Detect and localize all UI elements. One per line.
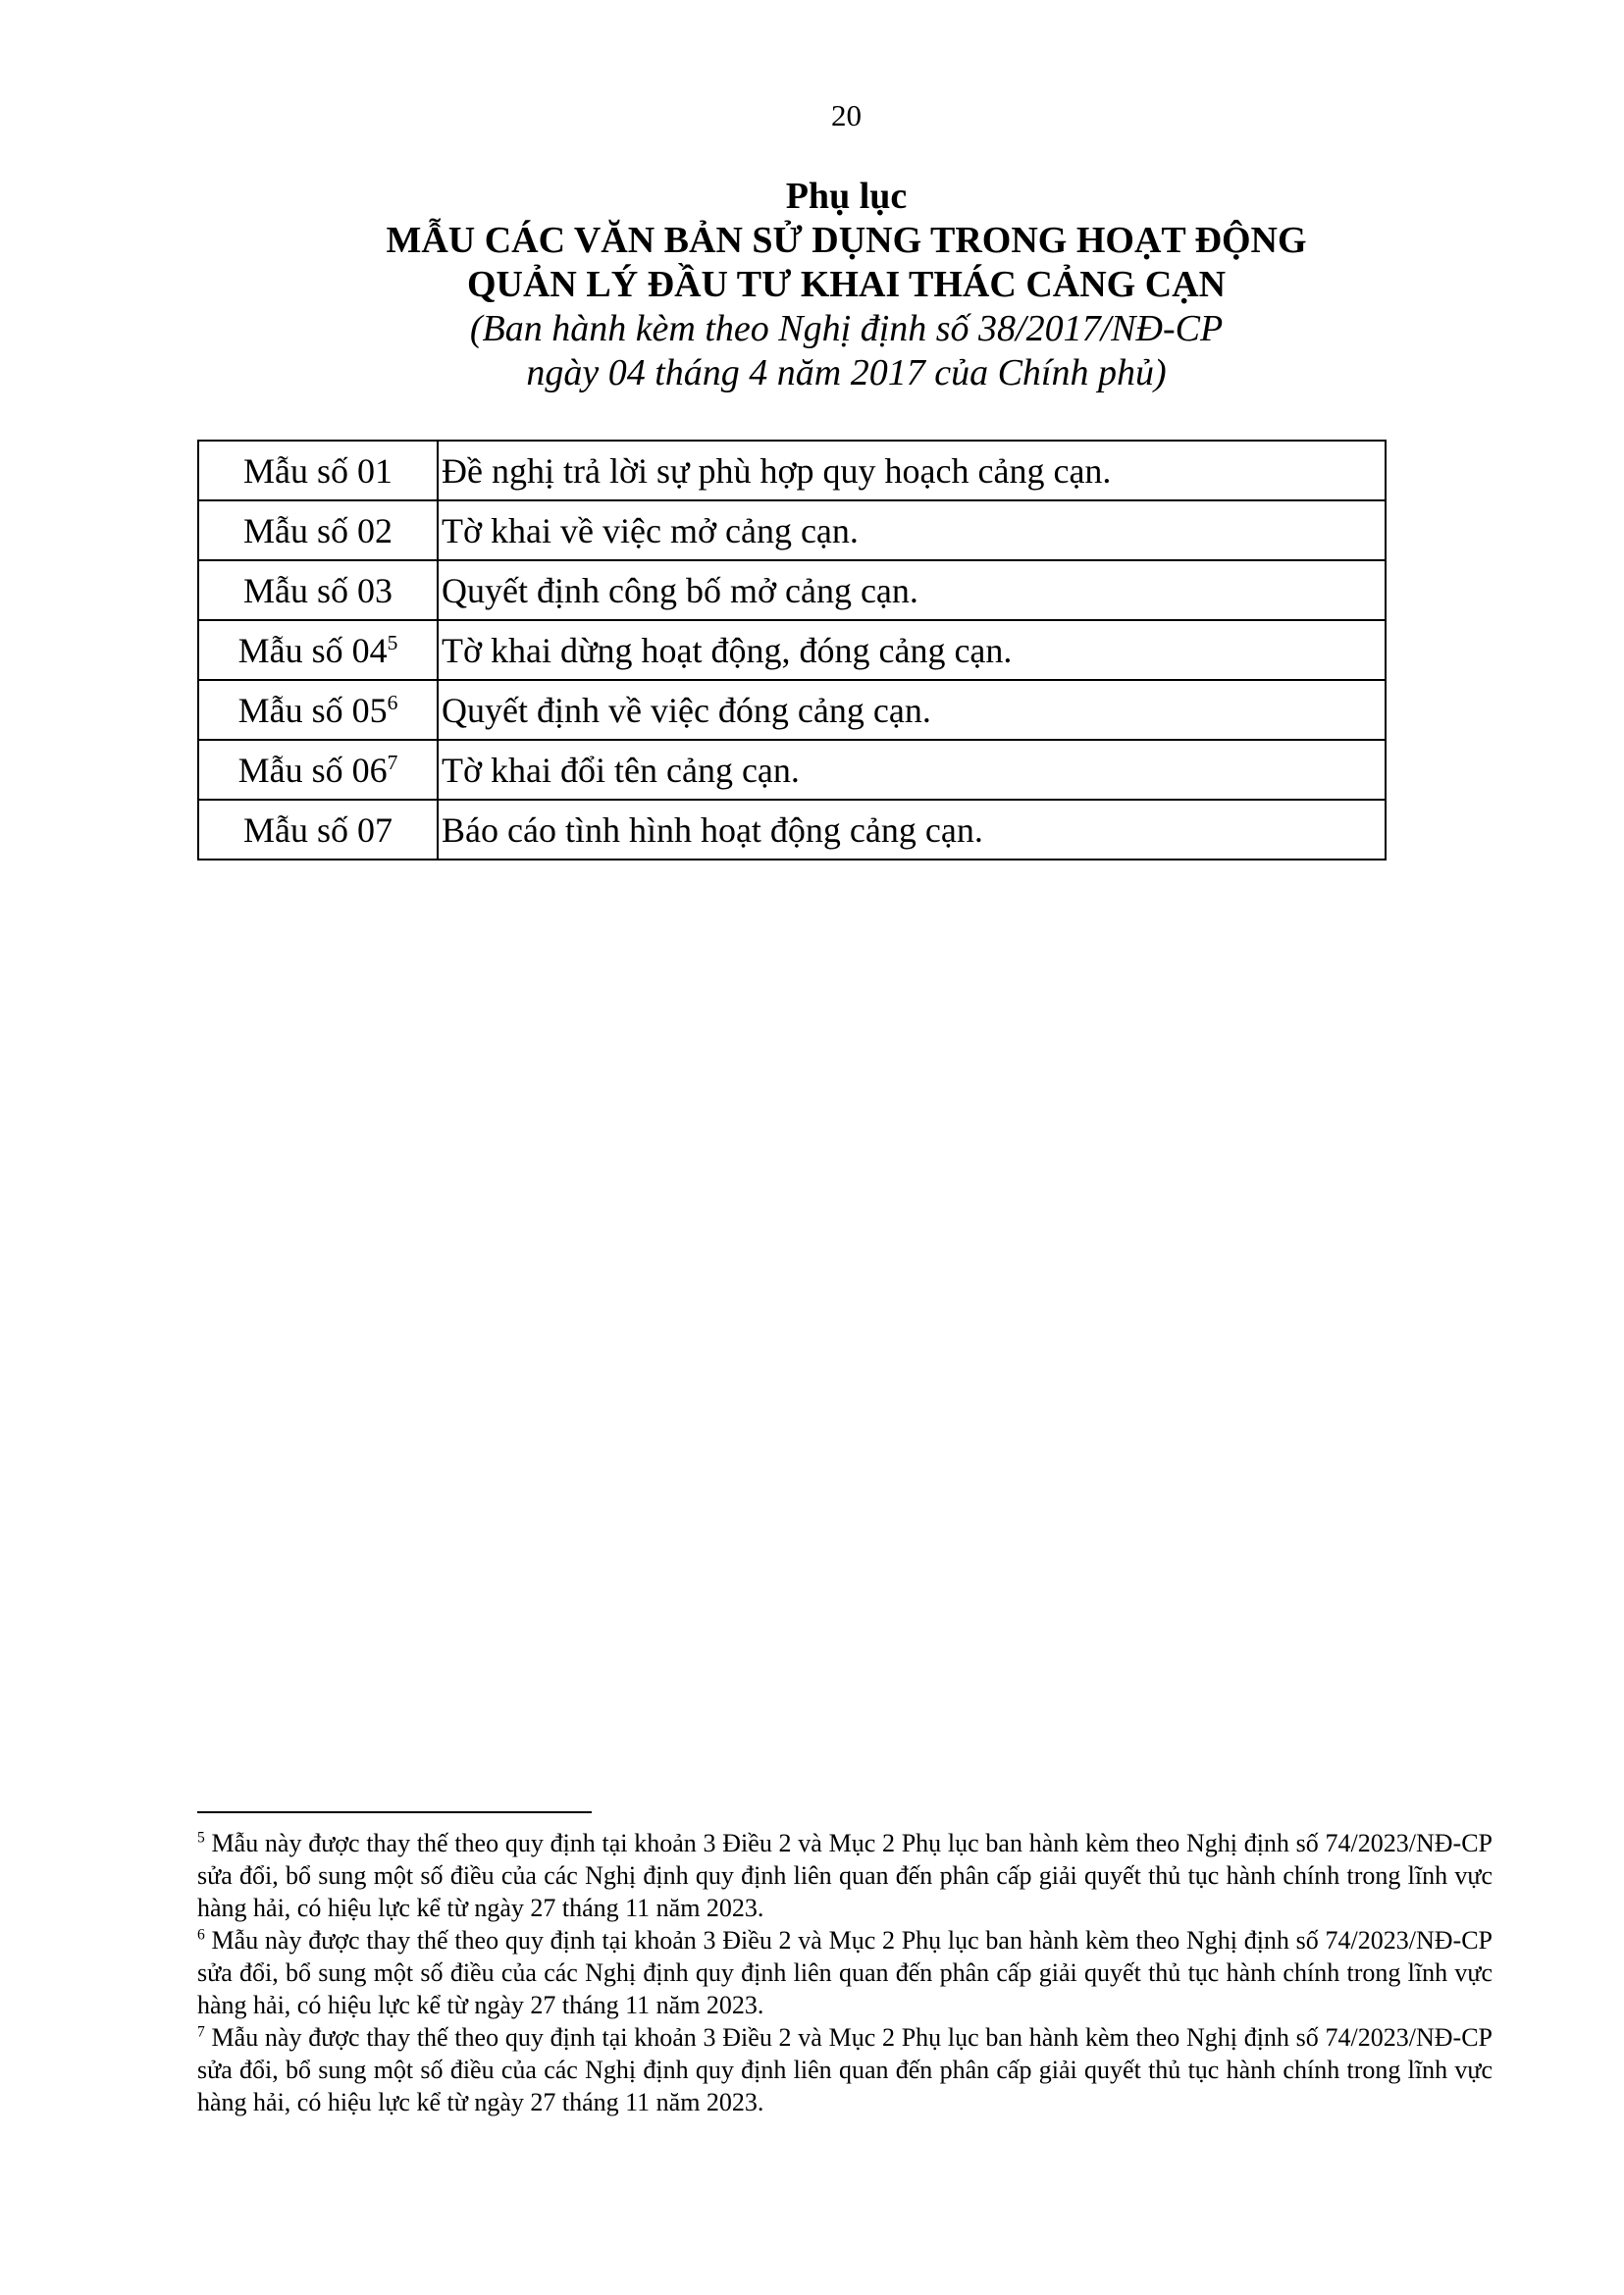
form-description: Tờ khai đổi tên cảng cạn. (438, 740, 1386, 800)
forms-table (197, 440, 1387, 861)
table-row (198, 441, 1386, 500)
appendix-subtitle-line-1: MẪU CÁC VĂN BẢN SỬ DỤNG TRONG HOẠT ĐỘNG (386, 220, 1307, 261)
table-row (198, 680, 1386, 740)
form-code: Mẫu số 01 (243, 450, 393, 491)
appendix-title: Phụ lục (785, 176, 908, 217)
table-row (198, 560, 1386, 620)
issuance-note-line-2: ngày 04 tháng 4 năm 2017 của Chính phủ) (526, 352, 1167, 393)
form-code-cell (198, 800, 438, 860)
form-description: Tờ khai về việc mở cảng cạn. (438, 500, 1386, 560)
appendix-subtitle-line-2: QUẢN LÝ ĐẦU TƯ KHAI THÁC CẢNG CẠN (466, 264, 1227, 305)
form-code-cell (198, 560, 438, 620)
footnote-text: Mẫu này được thay thế theo quy định tại khoản 3 Điều 2 và Mục 2 Phụ lục ban hành kèm theo Nghị định số 74/2023/NĐ-CP sửa đổi, bổ sung một số điều của các Nghị định quy định liên quan đến phân cấp giải quyết thủ tục hành chính trong lĩnh vực hàng hải, có hiệu lực kể từ ngày 27 tháng 11 năm 2023. (197, 2023, 1493, 2116)
form-code: Mẫu số 05 (237, 690, 388, 730)
footnote-reference[interactable]: 7 (387, 750, 398, 774)
footnote-separator (197, 1811, 592, 1813)
footnote-5 (197, 1827, 1493, 1924)
form-code-cell (198, 620, 438, 680)
issuance-note-line-1: (Ban hành kèm theo Nghị định số 38/2017/NĐ-CP (469, 308, 1224, 349)
form-code: Mẫu số 04 (237, 630, 388, 670)
form-code-cell (198, 441, 438, 500)
footnote-number: 5 (197, 1829, 205, 1847)
footnote-text: Mẫu này được thay thế theo quy định tại khoản 3 Điều 2 và Mục 2 Phụ lục ban hành kèm theo Nghị định số 74/2023/NĐ-CP sửa đổi, bổ sung một số điều của các Nghị định quy định liên quan đến phân cấp giải quyết thủ tục hành chính trong lĩnh vực hàng hải, có hiệu lực kể từ ngày 27 tháng 11 năm 2023. (197, 1829, 1493, 1922)
form-code: Mẫu số 07 (243, 809, 393, 850)
footnote-reference[interactable]: 5 (387, 630, 398, 654)
form-description: Đề nghị trả lời sự phù hợp quy hoạch cảng cạn. (438, 441, 1386, 500)
table-row (198, 620, 1386, 680)
appendix-heading (0, 175, 1624, 395)
table-row (198, 800, 1386, 860)
form-code: Mẫu số 06 (237, 750, 388, 790)
form-description: Quyết định về việc đóng cảng cạn. (438, 680, 1386, 740)
form-description: Tờ khai dừng hoạt động, đóng cảng cạn. (438, 620, 1386, 680)
form-description: Báo cáo tình hình hoạt động cảng cạn. (438, 800, 1386, 860)
form-code: Mẫu số 03 (243, 570, 393, 610)
footnote-text: Mẫu này được thay thế theo quy định tại khoản 3 Điều 2 và Mục 2 Phụ lục ban hành kèm theo Nghị định số 74/2023/NĐ-CP sửa đổi, bổ sung một số điều của các Nghị định quy định liên quan đến phân cấp giải quyết thủ tục hành chính trong lĩnh vực hàng hải, có hiệu lực kể từ ngày 27 tháng 11 năm 2023. (197, 1926, 1493, 2019)
footnote-7 (197, 2021, 1493, 2118)
form-description: Quyết định công bố mở cảng cạn. (438, 560, 1386, 620)
form-code: Mẫu số 02 (243, 510, 393, 550)
table-row (198, 500, 1386, 560)
form-code-cell (198, 740, 438, 800)
footnote-number: 7 (197, 2023, 205, 2041)
table-row (198, 740, 1386, 800)
page-number: 20 (831, 98, 862, 132)
footnotes (197, 1827, 1493, 2118)
footnote-number: 6 (197, 1926, 205, 1944)
footnote-reference[interactable]: 6 (387, 690, 398, 714)
form-code-cell (198, 680, 438, 740)
form-code-cell (198, 500, 438, 560)
footnote-6 (197, 1924, 1493, 2021)
